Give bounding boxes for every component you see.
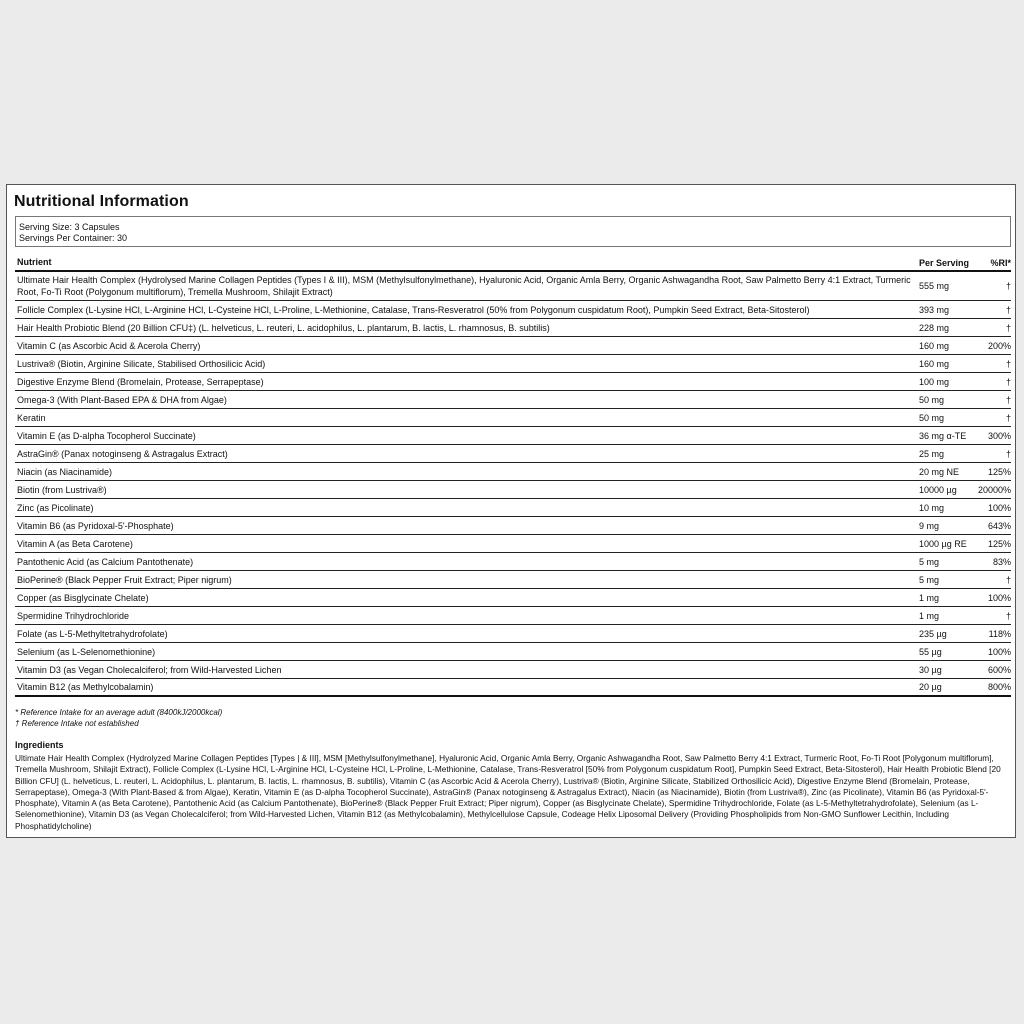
table-row bbox=[15, 589, 1011, 607]
nutrient-table bbox=[15, 255, 1011, 697]
ri-value: 125% bbox=[987, 466, 1011, 477]
table-row bbox=[15, 661, 1011, 679]
ri-value: † bbox=[1005, 412, 1011, 423]
ri-value: 118% bbox=[988, 628, 1011, 639]
table-row bbox=[15, 481, 1011, 499]
header-per-serving: Per Serving bbox=[919, 258, 970, 268]
ri-value: † bbox=[1005, 281, 1011, 291]
header-nutrient: Nutrient bbox=[17, 257, 52, 267]
table-row bbox=[15, 409, 1011, 427]
nutrient-name: Vitamin B6 (as Pyridoxal-5'-Phosphate) bbox=[17, 520, 174, 531]
nutrient-name: Vitamin A (as Beta Carotene) bbox=[17, 538, 133, 549]
ri-value: 643% bbox=[987, 520, 1011, 531]
ri-value: 100% bbox=[987, 502, 1011, 513]
nutrient-name: Omega-3 (With Plant-Based EPA & DHA from Algae) bbox=[17, 394, 227, 405]
table-row bbox=[15, 445, 1011, 463]
table-header bbox=[15, 255, 1011, 272]
per-serving-value: 25 mg bbox=[919, 448, 945, 459]
table-row bbox=[15, 607, 1011, 625]
per-serving-value: 20 µg bbox=[919, 682, 942, 692]
table-row bbox=[15, 625, 1011, 643]
nutrient-name: Follicle Complex (L-Lysine HCl, L-Arginine HCl, L-Cysteine HCl, L-Proline, L-Methionine, Catalase, Trans-Resveratrol (50% from Polygonum cuspidatum Root), Pumpkin Seed Extract, Beta-Sitosterol) bbox=[17, 304, 810, 315]
footnotes bbox=[15, 707, 222, 729]
ri-value: 125% bbox=[987, 538, 1011, 549]
serving-info-box bbox=[15, 216, 1011, 247]
nutrition-panel bbox=[6, 184, 1016, 838]
nutrient-name: Pantothenic Acid (as Calcium Pantothenate) bbox=[17, 556, 194, 567]
ri-value: 600% bbox=[987, 664, 1011, 675]
per-serving-value: 36 mg α-TE bbox=[919, 430, 967, 441]
ri-value: 20000% bbox=[977, 484, 1011, 495]
nutrient-name: Digestive Enzyme Blend (Bromelain, Protease, Serrapeptase) bbox=[17, 376, 264, 387]
nutrient-name: Ultimate Hair Health Complex (Hydrolysed Marine Collagen Peptides (Types I & III), MSM (Methylsulfonylmethane), Hyaluronic Acid, Organic Amla Berry, Organic Ashwagandha Root, Saw Palmetto Berry 4:1 Extract, Turmeric Root, Fo-Ti Root (Polygonum multiflorum), Tremella Mushroom, Shilajit Extract) bbox=[17, 275, 911, 297]
nutrient-name: Zinc (as Picolinate) bbox=[17, 502, 94, 513]
nutrient-name: Vitamin D3 (as Vegan Cholecalciferol; from Wild-Harvested Lichen bbox=[17, 664, 282, 675]
per-serving-value: 20 mg NE bbox=[919, 466, 960, 477]
table-row bbox=[15, 643, 1011, 661]
table-row bbox=[15, 679, 1011, 697]
nutrient-name: Hair Health Probiotic Blend (20 Billion CFU‡) (L. helveticus, L. reuteri, L. acidophilus, L. plantarum, B. lactis, L. rhamnosus, B. subtilis) bbox=[17, 322, 550, 333]
nutrient-name: Vitamin E (as D-alpha Tocopherol Succinate) bbox=[17, 430, 196, 441]
per-serving-value: 1 mg bbox=[919, 610, 940, 621]
ri-value: 100% bbox=[987, 592, 1011, 603]
table-row bbox=[15, 463, 1011, 481]
nutrient-name: Niacin (as Niacinamide) bbox=[17, 466, 113, 477]
per-serving-value: 393 mg bbox=[919, 304, 950, 315]
table-row bbox=[15, 355, 1011, 373]
per-serving-value: 160 mg bbox=[919, 340, 950, 351]
ri-value: 83% bbox=[992, 556, 1011, 567]
nutrient-name: Vitamin C (as Ascorbic Acid & Acerola Cherry) bbox=[17, 340, 201, 351]
per-serving-value: 50 mg bbox=[919, 412, 945, 423]
per-serving-value: 5 mg bbox=[919, 556, 940, 567]
page-title: Nutritional Information bbox=[14, 193, 189, 210]
per-serving-value: 1000 µg RE bbox=[919, 538, 967, 549]
per-serving-value: 9 mg bbox=[919, 520, 940, 531]
per-serving-value: 50 mg bbox=[919, 394, 945, 405]
footnote-dagger: † Reference Intake not established bbox=[15, 719, 139, 728]
ri-value: 100% bbox=[987, 646, 1011, 657]
nutrient-name: Copper (as Bisglycinate Chelate) bbox=[17, 592, 149, 603]
ri-value: † bbox=[1005, 574, 1011, 585]
nutrient-name: Lustriva® (Biotin, Arginine Silicate, Stabilised Orthosilicic Acid) bbox=[17, 358, 266, 369]
ri-value: † bbox=[1005, 448, 1011, 459]
per-serving-value: 30 µg bbox=[919, 664, 942, 675]
servings-per-container: Servings Per Container: 30 bbox=[19, 233, 128, 243]
table-row bbox=[15, 301, 1011, 319]
ri-value: † bbox=[1005, 376, 1011, 387]
table-row bbox=[15, 517, 1011, 535]
footnote-ri: * Reference Intake for an average adult (8400kJ/2000kcal) bbox=[15, 708, 223, 717]
per-serving-value: 1 mg bbox=[919, 592, 940, 603]
ri-value: † bbox=[1005, 394, 1011, 405]
ri-value: † bbox=[1005, 322, 1011, 333]
per-serving-value: 55 µg bbox=[919, 646, 942, 657]
nutrient-name: Vitamin B12 (as Methylcobalamin) bbox=[17, 682, 154, 692]
nutrient-name: Biotin (from Lustriva®) bbox=[17, 484, 107, 495]
nutrient-name: AstraGin® (Panax notoginseng & Astragalus Extract) bbox=[17, 448, 228, 459]
nutrient-name: BioPerine® (Black Pepper Fruit Extract; Piper nigrum) bbox=[17, 574, 232, 585]
nutrient-name: Folate (as L-5-Methyltetrahydrofolate) bbox=[17, 628, 168, 639]
nutrient-name: Keratin bbox=[17, 412, 46, 423]
ri-value: † bbox=[1005, 304, 1011, 315]
ri-value: † bbox=[1005, 610, 1011, 621]
per-serving-value: 10 mg bbox=[919, 502, 945, 513]
ri-value: † bbox=[1005, 358, 1011, 369]
ri-value: 200% bbox=[987, 340, 1011, 351]
nutrient-name: Spermidine Trihydrochloride bbox=[17, 610, 130, 621]
per-serving-value: 555 mg bbox=[919, 281, 950, 291]
ingredients-title: Ingredients bbox=[15, 740, 64, 750]
table-body bbox=[15, 272, 1011, 697]
per-serving-value: 10000 µg bbox=[919, 484, 957, 495]
table-row bbox=[15, 391, 1011, 409]
nutrient-name: Selenium (as L-Selenomethionine) bbox=[17, 646, 156, 657]
per-serving-value: 228 mg bbox=[919, 322, 950, 333]
ri-value: 300% bbox=[987, 430, 1011, 441]
table-row bbox=[15, 571, 1011, 589]
table-row bbox=[15, 499, 1011, 517]
table-row bbox=[15, 319, 1011, 337]
table-row bbox=[15, 427, 1011, 445]
table-row bbox=[15, 553, 1011, 571]
table-row bbox=[15, 272, 1011, 301]
table-row bbox=[15, 337, 1011, 355]
ingredients-text: Ultimate Hair Health Complex (Hydrolyzed Marine Collagen Peptides [Types | & III], MSM [Methylsulfonylmethane], Hyaluronic Acid, Organic Amla Berry, Organic Ashwagandha Root, Saw Palmetto Berry 4:1 Extract, Turmeric Root, Fo-Ti Root [Polygonum multiflorum], Tremella Mushroom, Shilajit Extract), Follicle Complex (L-Lysine HCl, L-Arginine HCl, L-Cysteine HCl, L-Proline, L-Methionine, Catalase, Trans-Resveratrol [50% from Polygonum cuspidatum Root], Pumpkin Seed Extract, Beta-Sitosterol), Hair Health Probiotic Blend [20 Billion CFU] (L. helveticus, L. reuteri, L. Acidophilus, L. plantarum, B. lactis, L. rhamnosus, B. subtilis), Vitamin C (as Ascorbic Acid & Acerola Cherry), Lustriva® (Biotin, Arginine Silicate, Stabilized Orthosilicic Acid), Digestive Enzyme Blend (Bromelain, Protease, Serrapeptase), Omega-3 (With Plant-Based & from Algae), Keratin, Vitamin E (as D-alpha Tocopherol Succinate), AstraGin® (Panax notoginseng & Astragalus Extract), Niacin (as Niacinamide), Biotin (from Lustriva®), Zinc (as Picolinate), Vitamin B6 (as Pyridoxal-5'-Phosphate), Vitamin A (as Beta Carotene), Pantothenic Acid (as Calcium Pantothenate), BioPerine® (Black Pepper Fruit Extract; Piper nigrum), Copper (as Bisglycinate Chelate), Spermidine Trihydrochloride, Folate (as L-5-Methyltetrahydrofolate), Selenium (as L-Selenomethionine), Vitamin D3 (as Vegan Cholecalciferol; from Wild-Harvested Lichen, Vitamin B12 (as Methylcobalamin), Methylcellulose Capsule, Codeage Helix Liposomal Delivery (Providing Phospholipids from Non-GMO Sunflower Lecithin, Including Phosphatidylcholine) bbox=[15, 753, 1001, 831]
ri-value: 800% bbox=[987, 682, 1011, 692]
per-serving-value: 160 mg bbox=[919, 358, 950, 369]
per-serving-value: 235 µg bbox=[919, 628, 947, 639]
header-ri: %RI* bbox=[990, 258, 1011, 268]
per-serving-value: 100 mg bbox=[919, 376, 950, 387]
table-row bbox=[15, 535, 1011, 553]
table-row bbox=[15, 373, 1011, 391]
serving-size: Serving Size: 3 Capsules bbox=[19, 222, 120, 232]
per-serving-value: 5 mg bbox=[919, 574, 940, 585]
